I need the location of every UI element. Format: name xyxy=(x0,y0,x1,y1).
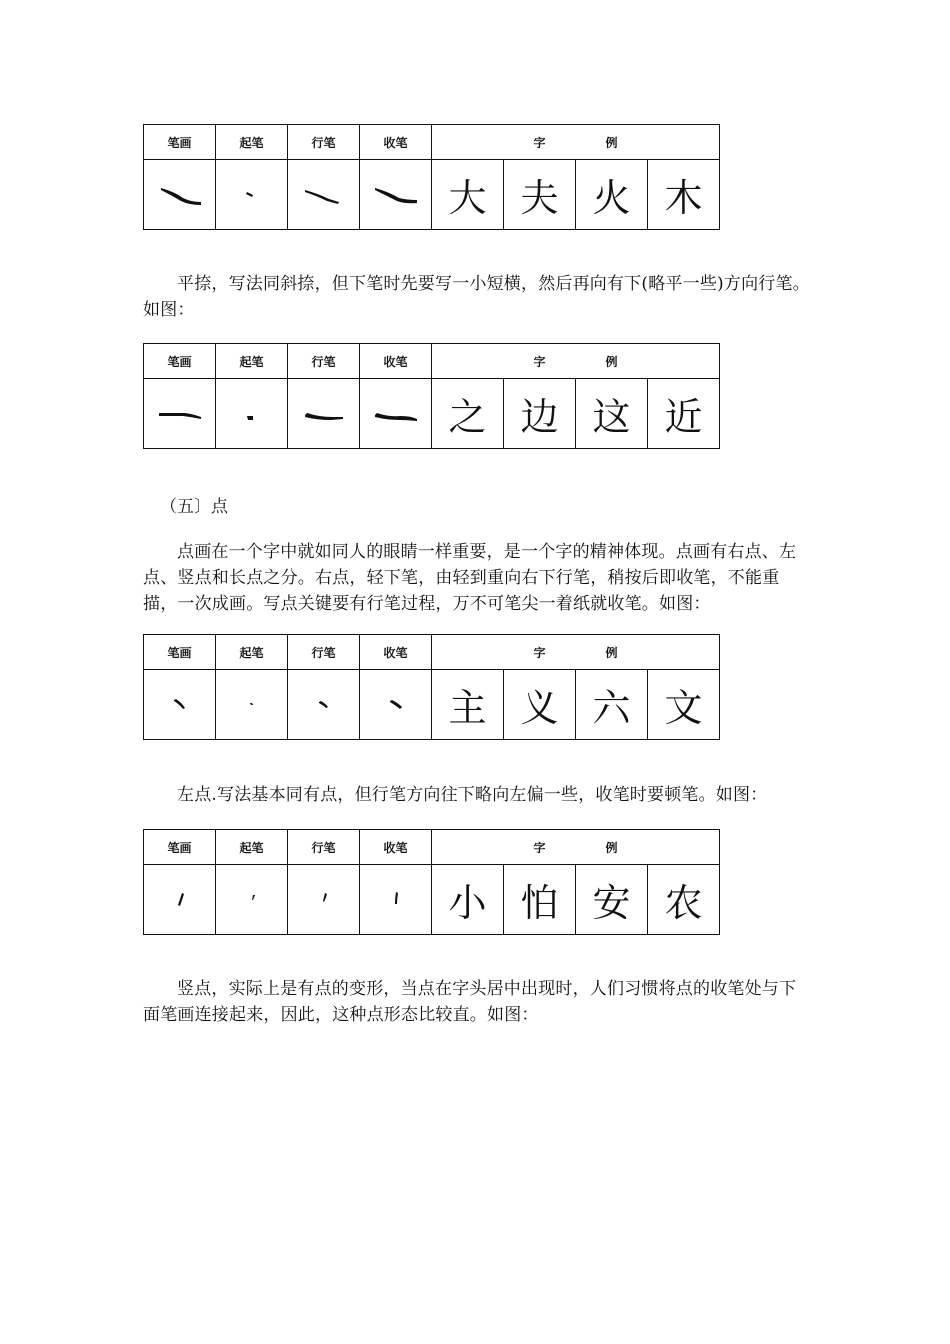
stroke-table-zuodian xyxy=(143,829,720,935)
stroke-end xyxy=(360,379,432,449)
stroke-move xyxy=(288,160,360,230)
header-qibi: 起笔 xyxy=(216,635,288,670)
header-examples xyxy=(432,125,720,160)
header-bihua: 笔画 xyxy=(144,344,216,379)
header-examples xyxy=(432,635,720,670)
paragraph-pingna: 平捺，写法同斜捺，但下笔时先要写一小短横，然后再向有下(略平一些)方向行笔。如图： xyxy=(143,274,810,320)
header-zi: 字 xyxy=(533,135,546,150)
example-char: 之 xyxy=(432,379,504,449)
header-zi: 字 xyxy=(533,354,546,369)
header-xingbi: 行笔 xyxy=(288,635,360,670)
stroke-table-xiena xyxy=(143,124,720,230)
header-bihua: 笔画 xyxy=(144,830,216,865)
example-char: 怕 xyxy=(504,865,576,935)
example-char: 夫 xyxy=(504,160,576,230)
paragraph-dian: 点画在一个字中就如同人的眼睛一样重要，是一个字的精神体现。点画有右点、左点、竖点和长点之分。右点，轻下笔，由轻到重向右下行笔，稍按后即收笔，不能重描，一次成画。写点关键要有行笔过程，万不可笔尖一着纸就收笔。如图： xyxy=(143,542,797,614)
stroke-start xyxy=(216,160,288,230)
stroke-start xyxy=(216,865,288,935)
header-examples xyxy=(432,344,720,379)
example-char: 边 xyxy=(504,379,576,449)
header-examples xyxy=(432,830,720,865)
stroke-full xyxy=(144,379,216,449)
header-shoubi: 收笔 xyxy=(360,344,432,379)
header-qibi: 起笔 xyxy=(216,125,288,160)
stroke-full xyxy=(144,160,216,230)
section-title-dian: （五〕点 xyxy=(160,497,228,517)
stroke-move xyxy=(288,865,360,935)
stroke-move xyxy=(288,670,360,740)
stroke-start xyxy=(216,670,288,740)
stroke-full xyxy=(144,670,216,740)
header-li: 例 xyxy=(605,645,618,660)
example-char: 主 xyxy=(432,670,504,740)
header-qibi: 起笔 xyxy=(216,344,288,379)
stroke-table-youdian xyxy=(143,634,720,740)
header-zi: 字 xyxy=(533,645,546,660)
paragraph-shudian: 竖点，实际上是有点的变形，当点在字头居中出现时，人们习惯将点的收笔处与下面笔画连接起来，因此，这种点形态比较直。如图： xyxy=(143,979,797,1025)
example-char: 近 xyxy=(648,379,720,449)
example-char: 义 xyxy=(504,670,576,740)
header-bihua: 笔画 xyxy=(144,635,216,670)
header-li: 例 xyxy=(605,840,618,855)
example-char: 小 xyxy=(432,865,504,935)
stroke-move xyxy=(288,379,360,449)
header-shoubi: 收笔 xyxy=(360,125,432,160)
header-li: 例 xyxy=(605,354,618,369)
example-char: 这 xyxy=(576,379,648,449)
example-char: 文 xyxy=(648,670,720,740)
example-char: 火 xyxy=(576,160,648,230)
header-xingbi: 行笔 xyxy=(288,125,360,160)
paragraph-zuodian: 左点.写法基本同有点，但行笔方向往下略向左偏一些，收笔时要顿笔。如图： xyxy=(177,785,768,805)
header-shoubi: 收笔 xyxy=(360,830,432,865)
stroke-table-pingna xyxy=(143,343,720,449)
header-xingbi: 行笔 xyxy=(288,830,360,865)
example-char: 安 xyxy=(576,865,648,935)
example-char: 六 xyxy=(576,670,648,740)
example-char: 木 xyxy=(648,160,720,230)
stroke-end xyxy=(360,865,432,935)
header-zi: 字 xyxy=(533,840,546,855)
example-char: 农 xyxy=(648,865,720,935)
header-li: 例 xyxy=(605,135,618,150)
stroke-full xyxy=(144,865,216,935)
header-shoubi: 收笔 xyxy=(360,635,432,670)
header-bihua: 笔画 xyxy=(144,125,216,160)
header-qibi: 起笔 xyxy=(216,830,288,865)
stroke-end xyxy=(360,670,432,740)
stroke-end xyxy=(360,160,432,230)
header-xingbi: 行笔 xyxy=(288,344,360,379)
stroke-start xyxy=(216,379,288,449)
example-char: 大 xyxy=(432,160,504,230)
